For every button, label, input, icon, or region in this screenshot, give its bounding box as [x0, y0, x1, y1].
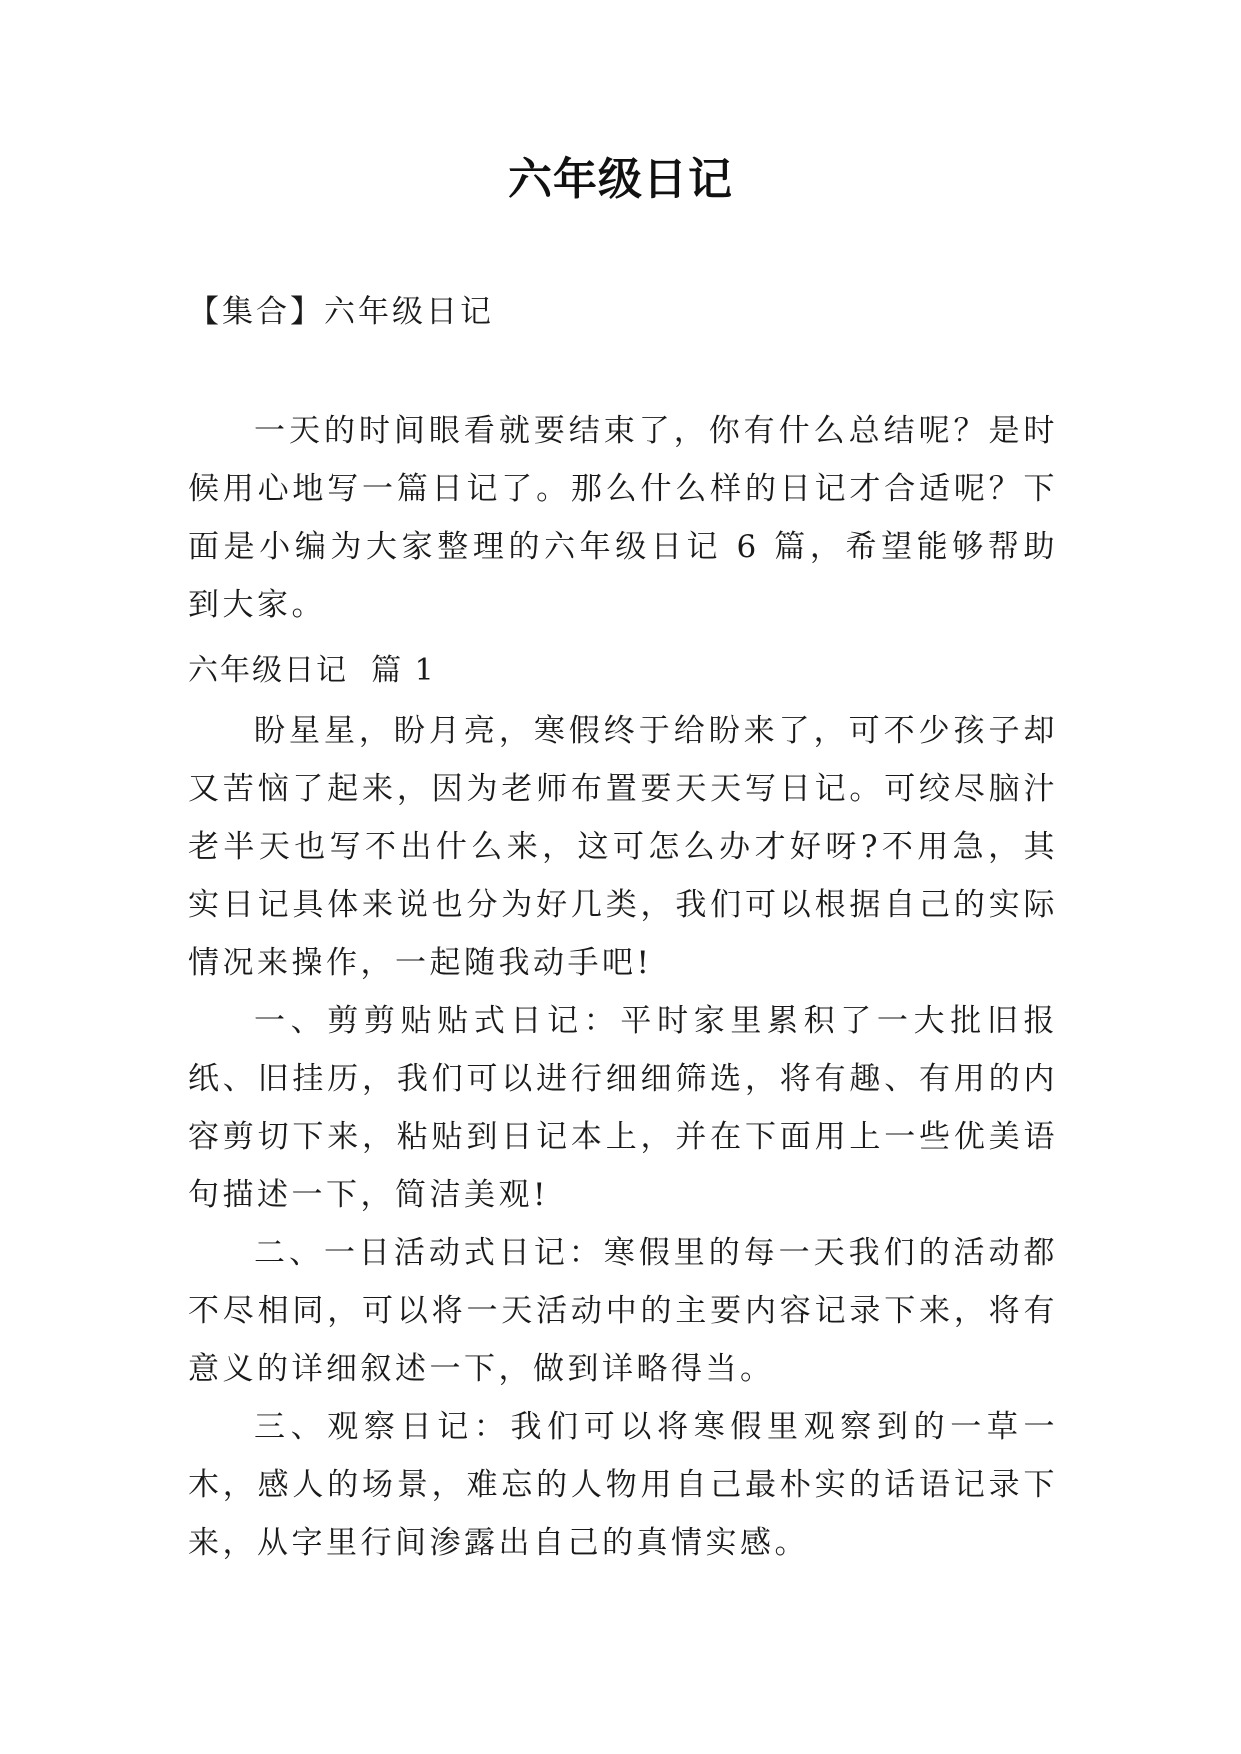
document-subtitle: 【集合】六年级日记 [188, 294, 494, 330]
intro-paragraph: 一天的时间眼看就要结束了，你有什么总结呢？是时候用心地写一篇日记了。那么什么样的日记才合适呢？下面是小编为大家整理的六年级日记 6 篇，希望能够帮助到大家。 [188, 413, 1058, 623]
section-heading: 六年级日记 篇 1 [188, 653, 436, 688]
section-paragraph-2: 一、剪剪贴贴式日记：平时家里累积了一大批旧报纸、旧挂历，我们可以进行细细筛选，将有趣、有用的内容剪切下来，粘贴到日记本上，并在下面用上一些优美语句描述一下，简洁美观! [188, 1003, 1058, 1213]
section-paragraph-4: 三、观察日记：我们可以将寒假里观察到的一草一木，感人的场景，难忘的人物用自己最朴实的话语记录下来，从字里行间渗露出自己的真情实感。 [188, 1409, 1058, 1561]
section-paragraph-3: 二、一日活动式日记：寒假里的每一天我们的活动都不尽相同，可以将一天活动中的主要内容记录下来，将有意义的详细叙述一下，做到详略得当。 [188, 1235, 1058, 1387]
document-title: 六年级日记 [508, 154, 733, 205]
diary-section-1 [188, 642, 1058, 1572]
section-paragraph-1: 盼星星，盼月亮，寒假终于给盼来了，可不少孩子却又苦恼了起来，因为老师布置要天天写日记。可绞尽脑汁老半天也写不出什么来，这可怎么办才好呀?不用急，其实日记具体来说也分为好几类，我们可以根据自己的实际情况来操作，一起随我动手吧! [188, 713, 1058, 981]
